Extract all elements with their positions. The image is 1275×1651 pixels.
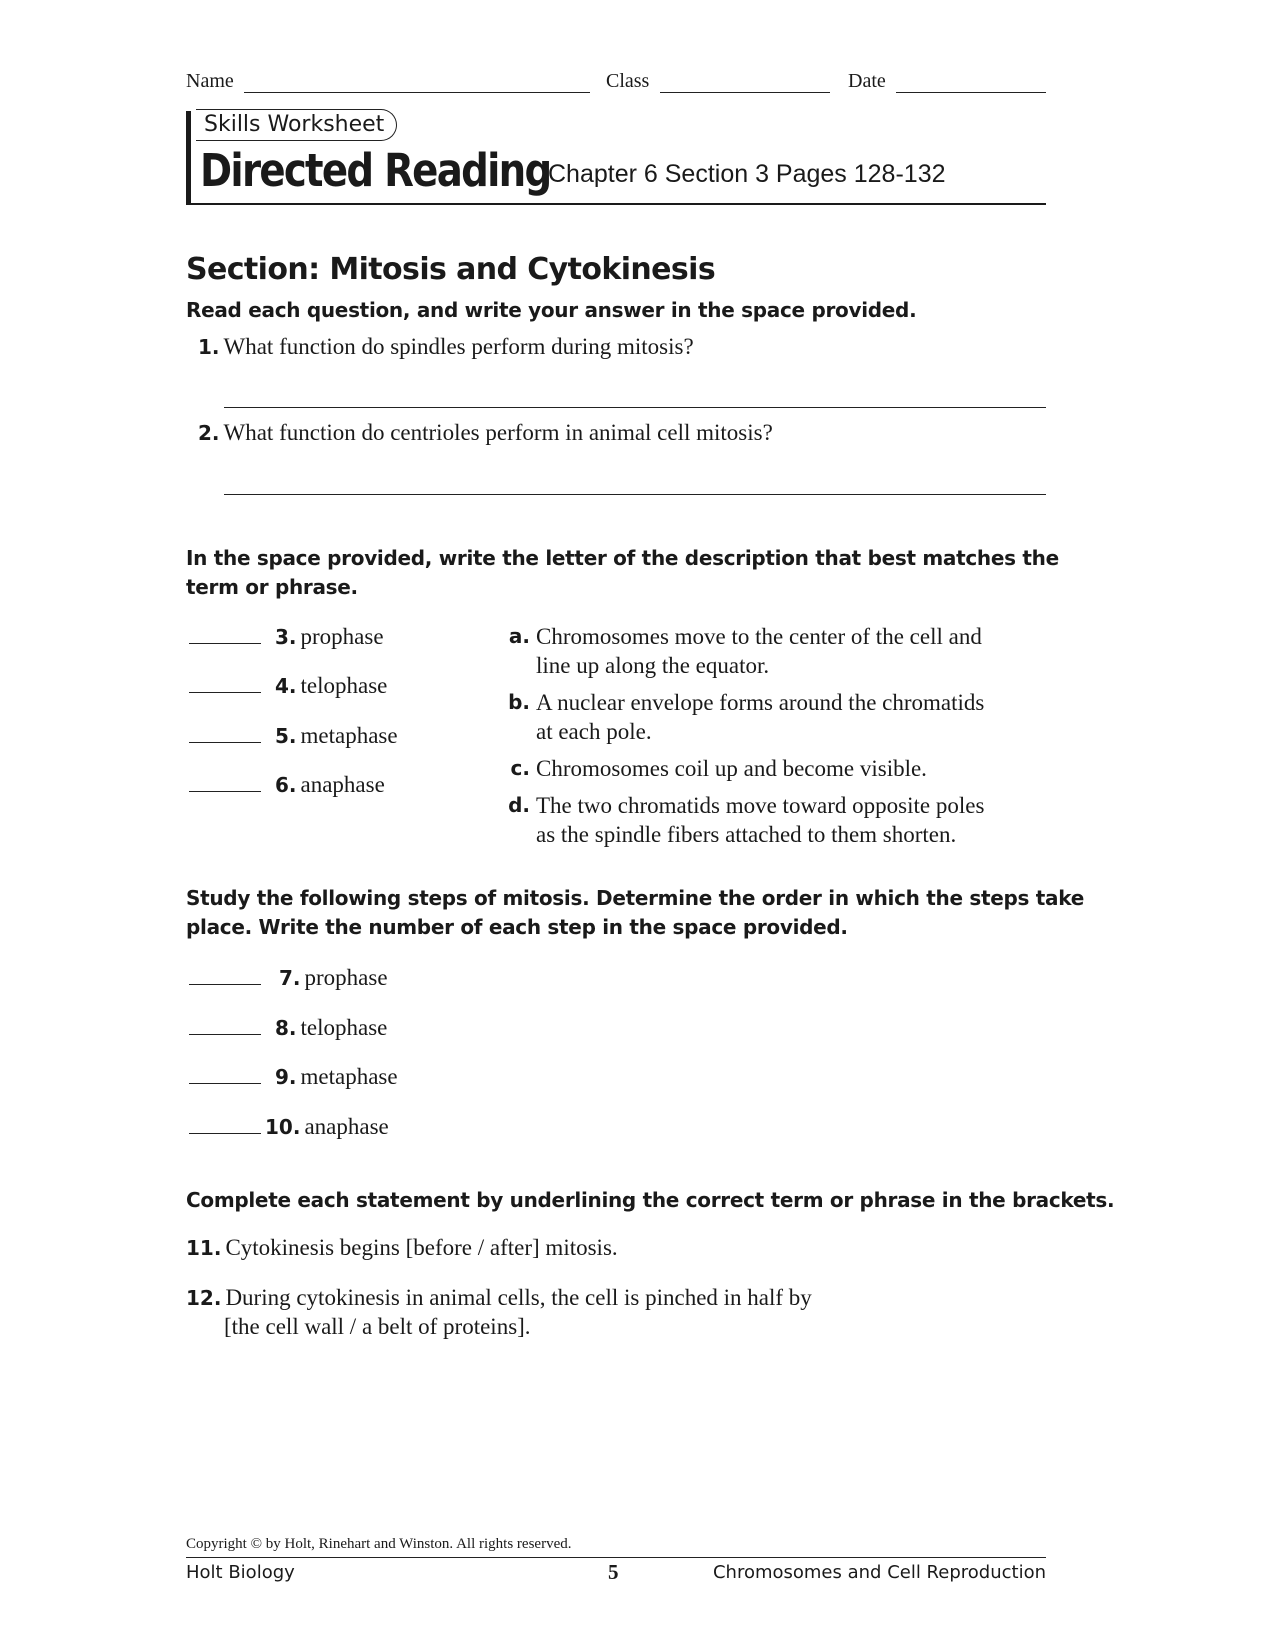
skills-worksheet-tab: Skills Worksheet: [196, 109, 397, 141]
answer-blank[interactable]: [189, 1034, 261, 1035]
question-text: What function do centrioles perform in animal cell mitosis?: [223, 420, 773, 445]
answer-blank[interactable]: [189, 1083, 261, 1084]
step-row-8: [189, 1015, 387, 1041]
term-row-6: [189, 772, 385, 798]
part2-instruction-line1: In the space provided, write the letter of the description that best matches the: [186, 546, 1059, 570]
step-text: anaphase: [304, 1114, 389, 1139]
statement-text: During cytokinesis in animal cells, the cell is pinched in half by: [225, 1285, 812, 1310]
step-row-9: [189, 1064, 398, 1090]
description-line: The two chromatids move toward opposite poles: [536, 793, 985, 818]
term-row-3: [189, 624, 384, 650]
step-row-10: [189, 1114, 389, 1140]
answer-blank[interactable]: [189, 1133, 261, 1134]
description-b: [506, 688, 984, 746]
chapter-reference: Chapter 6 Section 3 Pages 128-132: [548, 160, 946, 188]
description-a: [506, 622, 982, 680]
term-text: anaphase: [300, 772, 385, 797]
description-line: Chromosomes coil up and become visible.: [536, 756, 927, 781]
part3-instruction: [186, 884, 1084, 942]
description-letter: d.: [508, 793, 530, 817]
term-text: telophase: [300, 673, 388, 698]
step-number: 9.: [275, 1065, 297, 1089]
answer-blank[interactable]: [189, 742, 261, 743]
page-number: 5: [608, 1560, 619, 1584]
question-number: 2.: [198, 421, 220, 445]
statement-number: 12.: [186, 1286, 222, 1310]
answer-blank[interactable]: [189, 692, 261, 693]
description-line: line up along the equator.: [536, 653, 770, 678]
part3-instruction-line2: place. Write the number of each step in the space provided.: [186, 915, 848, 939]
class-label: Class: [606, 70, 650, 92]
name-label: Name: [186, 70, 234, 92]
answer-blank[interactable]: [189, 791, 261, 792]
statement-11: [186, 1235, 618, 1261]
term-text: prophase: [300, 624, 384, 649]
answer-line-2[interactable]: [224, 494, 1046, 495]
question-number: 1.: [198, 335, 220, 359]
copyright-notice: Copyright © by Holt, Rinehart and Winston. All rights reserved.: [186, 1536, 572, 1552]
term-row-4: [189, 673, 387, 699]
term-text: metaphase: [300, 723, 398, 748]
name-field[interactable]: [244, 92, 590, 93]
term-number: 6.: [275, 773, 297, 797]
statement-12: [186, 1285, 812, 1311]
part1-instruction: Read each question, and write your answer in the space provided.: [186, 298, 917, 322]
question-text: What function do spindles perform during mitosis?: [223, 334, 694, 359]
title-bar-accent: [186, 111, 191, 204]
description-line: Chromosomes move to the center of the cell and: [536, 624, 982, 649]
step-text: metaphase: [300, 1064, 398, 1089]
section-title: Section: Mitosis and Cytokinesis: [186, 252, 716, 287]
statement-text: Cytokinesis begins [before / after] mitosis.: [225, 1235, 618, 1260]
footer-book-title: Holt Biology: [186, 1562, 295, 1583]
statement-12-line2: [the cell wall / a belt of proteins].: [224, 1314, 531, 1339]
answer-line-1[interactable]: [224, 407, 1046, 408]
term-number: 5.: [275, 724, 297, 748]
term-number: 3.: [275, 625, 297, 649]
step-number: 8.: [275, 1016, 297, 1040]
page-title: Directed Reading: [200, 144, 551, 197]
description-d: [506, 791, 984, 849]
date-field[interactable]: [896, 92, 1046, 93]
term-row-5: [189, 723, 398, 749]
part3-instruction-line1: Study the following steps of mitosis. Determine the order in which the steps take: [186, 886, 1084, 910]
question-1: [198, 334, 694, 360]
step-text: prophase: [304, 965, 388, 990]
description-line: at each pole.: [536, 719, 652, 744]
answer-blank[interactable]: [189, 643, 261, 644]
answer-blank[interactable]: [189, 984, 261, 985]
description-line: A nuclear envelope forms around the chromatids: [536, 690, 985, 715]
step-row-7: [189, 965, 388, 991]
step-number: 7.: [279, 966, 301, 990]
description-c: [506, 754, 927, 783]
title-divider: [186, 203, 1046, 205]
footer-divider: [186, 1557, 1046, 1558]
description-letter: c.: [510, 756, 530, 780]
class-field[interactable]: [660, 92, 830, 93]
statement-number: 11.: [186, 1236, 222, 1260]
part4-instruction: Complete each statement by underlining the correct term or phrase in the brackets.: [186, 1188, 1115, 1212]
description-letter: b.: [508, 690, 530, 714]
description-line: as the spindle fibers attached to them shorten.: [536, 822, 957, 847]
part2-instruction: [186, 544, 1059, 602]
footer-chapter-title: Chromosomes and Cell Reproduction: [712, 1562, 1046, 1583]
step-number: 10.: [265, 1115, 301, 1139]
question-2: [198, 420, 773, 446]
description-letter: a.: [508, 624, 530, 648]
date-label: Date: [848, 70, 886, 92]
term-number: 4.: [275, 674, 297, 698]
step-text: telophase: [300, 1015, 388, 1040]
part2-instruction-line2: term or phrase.: [186, 575, 358, 599]
